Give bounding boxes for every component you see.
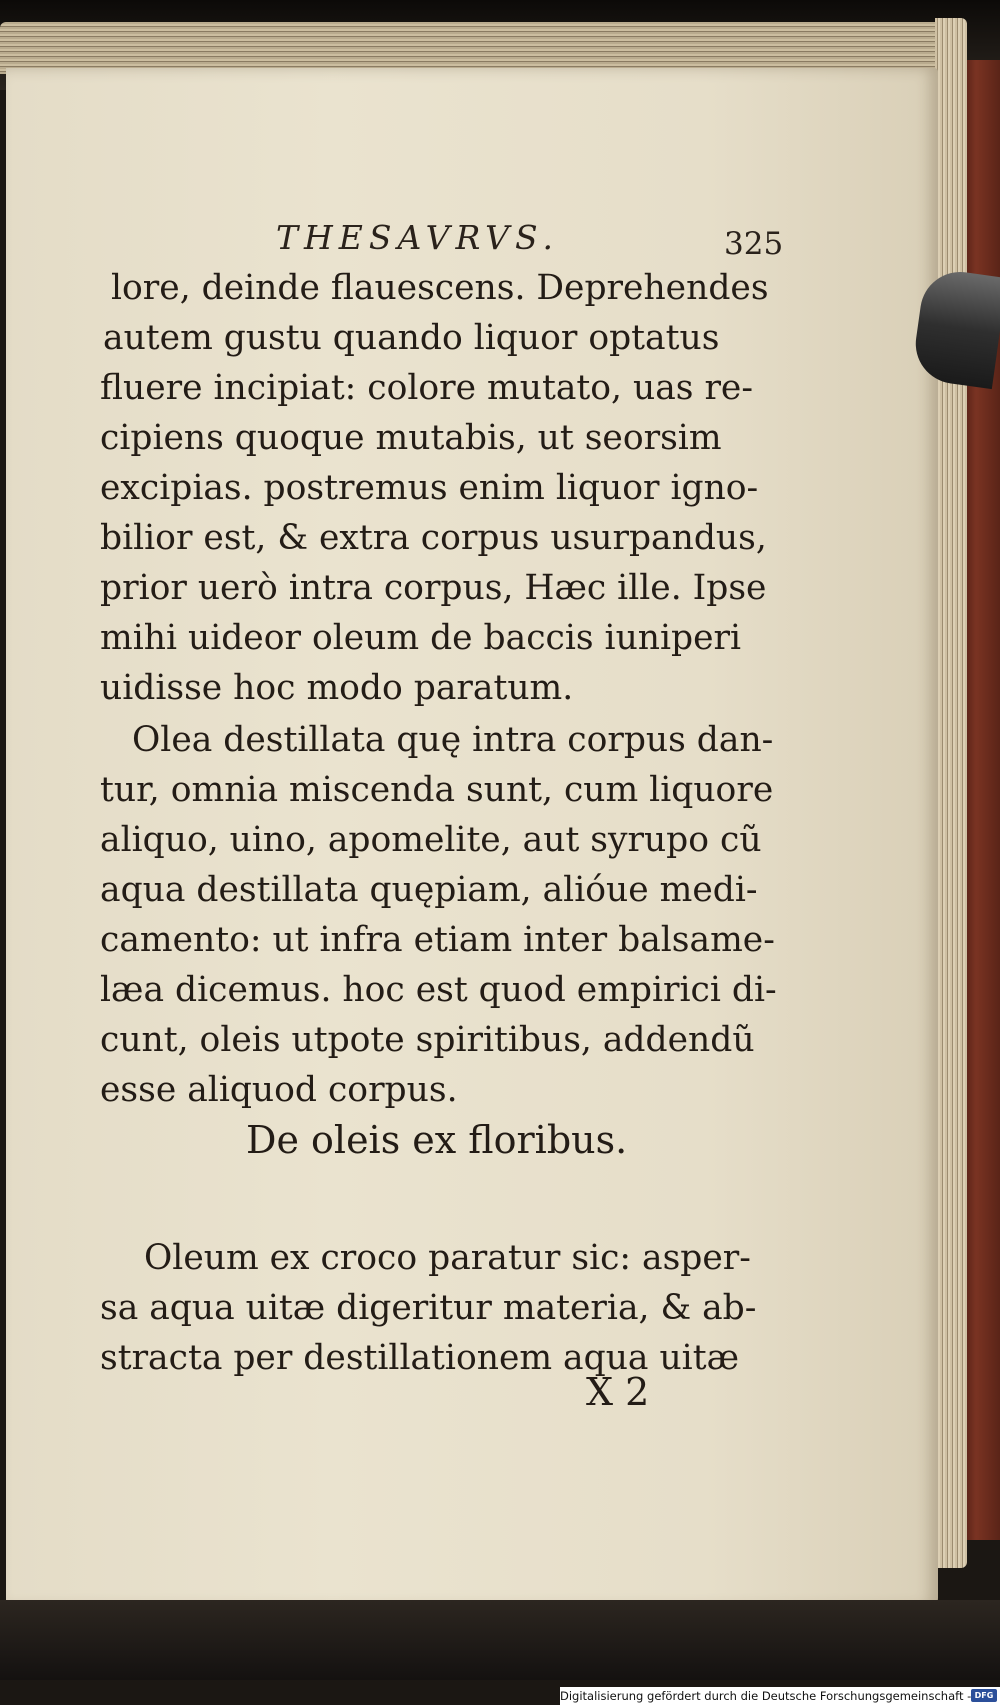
text-line: Oleum ex croco paratur sic: asper-	[144, 1238, 751, 1278]
text-line: prior uerò intra corpus, Hæc ille. Ipse	[100, 568, 767, 608]
credit-text: Digitalisierung gefördert durch die Deutsche Forschungsgemeinschaft -	[560, 1689, 972, 1703]
text-line: aliquo, uino, apomelite, aut syrupo cũ	[100, 820, 762, 860]
text-line: Olea destillata quę intra corpus dan-	[132, 720, 774, 760]
running-head: THESAVRVS.	[276, 218, 559, 257]
text-line: cipiens quoque mutabis, ut seorsim	[100, 418, 722, 458]
text-line: excipias. postremus enim liquor igno-	[100, 468, 759, 508]
text-line: lore, deinde flauescens. Deprehendes	[111, 268, 769, 308]
signature-mark: X 2	[586, 1370, 650, 1414]
text-line: uidisse hoc modo paratum.	[100, 668, 574, 708]
text-line: autem gustu quando liquor optatus	[103, 318, 720, 358]
section-heading: De oleis ex floribus.	[246, 1118, 628, 1162]
text-line: sa aqua uitæ digeritur materia, & ab-	[100, 1288, 757, 1328]
text-line: læa dicemus. hoc est quod empirici di-	[100, 970, 777, 1010]
text-line: aqua destillata quępiam, alióue medi-	[100, 870, 758, 910]
text-line: esse aliquod corpus.	[100, 1070, 458, 1110]
text-line: stracta per destillationem aqua uitæ	[100, 1338, 739, 1378]
digitization-credit	[560, 1687, 1000, 1705]
text-line: fluere incipiat: colore mutato, uas re-	[100, 368, 754, 408]
text-line: bilior est, & extra corpus usurpandus,	[100, 518, 767, 558]
page-number: 325	[724, 226, 784, 262]
book-page	[6, 68, 938, 1608]
text-line: tur, omnia miscenda sunt, cum liquore	[100, 770, 774, 810]
text-line: camento: ut infra etiam inter balsame-	[100, 920, 775, 960]
text-line: mihi uideor oleum de baccis iuniperi	[100, 618, 742, 658]
page-stack-edge	[935, 18, 967, 1568]
backdrop-bottom	[0, 1600, 1000, 1680]
dfg-logo: DFG	[971, 1689, 997, 1702]
text-line: cunt, oleis utpote spiritibus, addendũ	[100, 1020, 755, 1060]
book-top-edge	[0, 22, 950, 74]
